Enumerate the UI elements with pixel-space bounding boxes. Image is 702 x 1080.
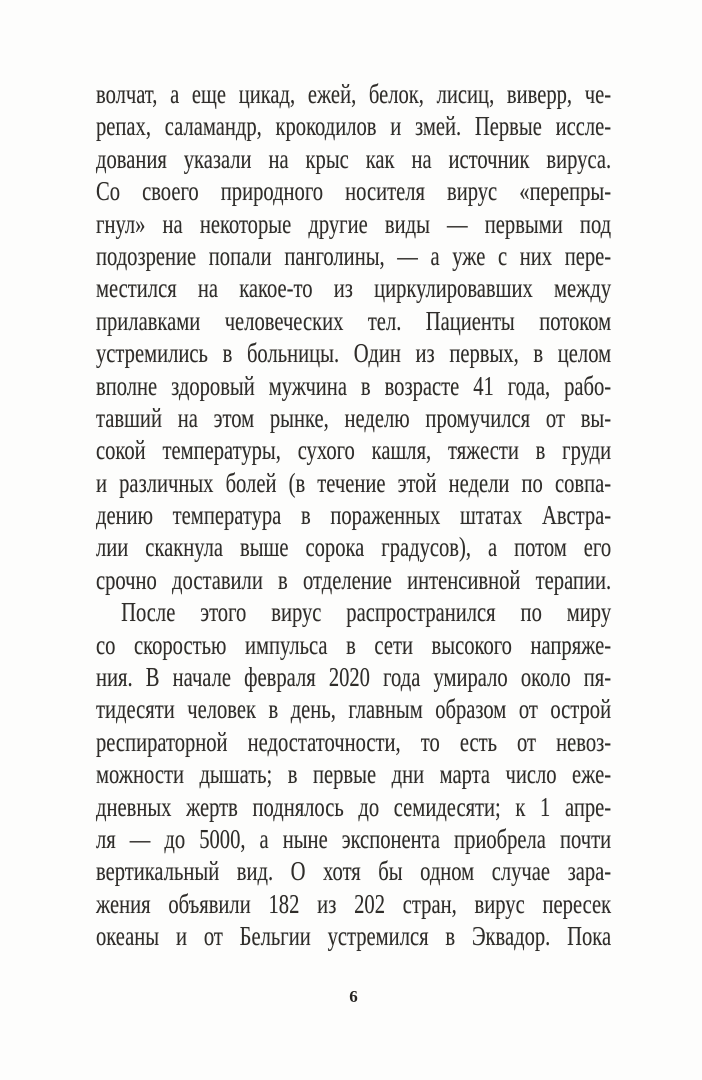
- text-line: волчат, а еще цикад, ежей, белок, лисиц, виверр, че-: [96, 79, 612, 109]
- text-line: вертикальный вид. О хотя бы одном случае зара-: [96, 856, 612, 887]
- text-line: жения объявили 182 из 202 стран, вирус пересек: [96, 888, 612, 919]
- text-line: можности дышать; в первые дни марта число еже-: [96, 759, 612, 790]
- text-line: Со своего природного носителя вирус «перепры-: [96, 176, 612, 207]
- text-line: лии скакнула выше сорока градусов), а потом его: [96, 532, 612, 563]
- text-line: океаны и от Бельгии устремился в Эквадор. Пока: [96, 921, 612, 952]
- text-line: срочно доставили в отделение интенсивной терапии.: [96, 564, 612, 595]
- text-line: со скоростью импульса в сети высокого напряже-: [96, 629, 612, 660]
- text-line: и различных болей (в течение этой недели по совпа-: [96, 467, 612, 498]
- text-line: После этого вирус распространился по миру: [121, 597, 612, 628]
- text-line: гнул» на некоторые другие виды — первыми под: [96, 208, 612, 239]
- page-text-block: [96, 78, 611, 953]
- text-line: сокой температуры, сухого кашля, тяжести в груди: [96, 435, 612, 466]
- text-line: местился на какое-то из циркулировавших между: [96, 273, 612, 304]
- page-number: 6: [349, 987, 358, 1006]
- text-line: респираторной недостаточности, то есть от невоз-: [96, 726, 612, 757]
- text-line: тидесяти человек в день, главным образом от острой: [96, 694, 612, 725]
- text-line: ния. В начале февраля 2020 года умирало около пя-: [96, 662, 612, 693]
- text-line: дования указали на крыс как на источник вируса.: [96, 143, 612, 174]
- text-line: подозрение попали панголины, — а уже с них пере-: [96, 240, 612, 271]
- text-line: прилавками человеческих тел. Пациенты потоком: [96, 305, 612, 336]
- text-line: репах, саламандр, крокодилов и змей. Первые иссле-: [96, 111, 612, 142]
- text-line: тавший на этом рынке, неделю промучился от вы-: [96, 402, 612, 433]
- text-line: дневных жертв поднялось до семидесяти; к 1 апре-: [96, 791, 612, 822]
- text-line: устремились в больницы. Один из первых, в целом: [96, 338, 612, 369]
- text-line: ля — до 5000, а ныне экспонента приобрела почти: [96, 823, 612, 854]
- text-line: дению температура в пораженных штатах Австра-: [96, 500, 612, 531]
- text-line: вполне здоровый мужчина в возрасте 41 года, рабо-: [96, 370, 612, 401]
